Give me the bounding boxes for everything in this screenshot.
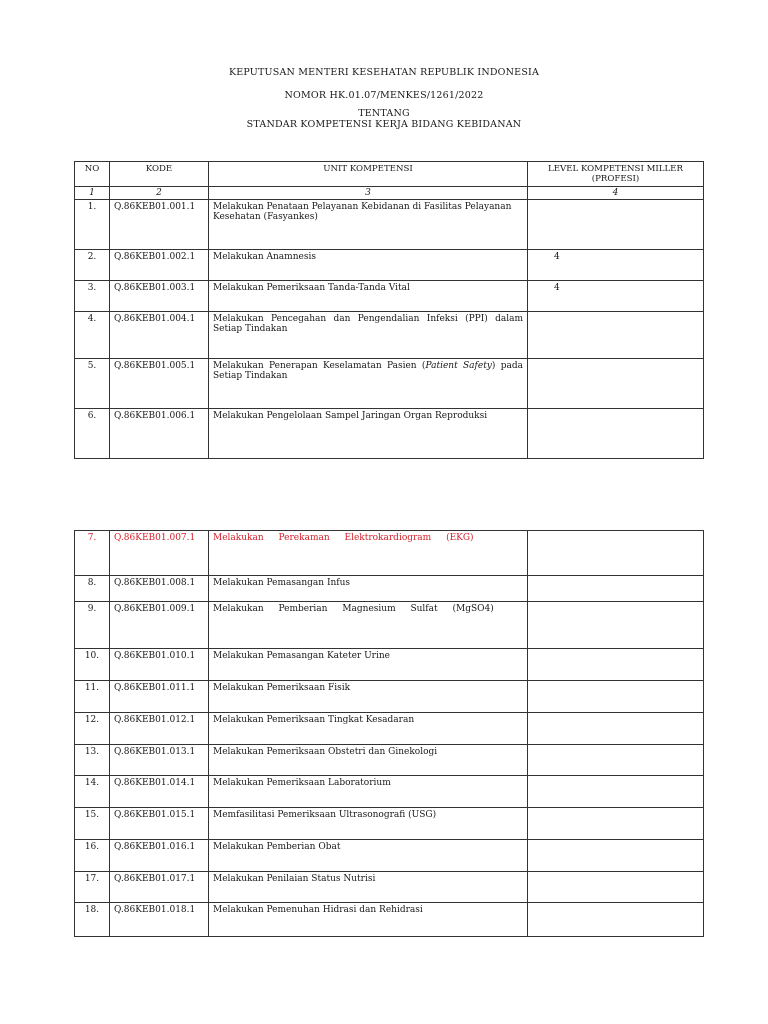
row-kode: Q.86KEB01.018.1 (110, 903, 209, 937)
row-unit: Melakukan Pemeriksaan Obstetri dan Ginekologi (209, 745, 528, 776)
row-unit: Melakukan Pencegahan dan Pengendalian Infeksi (PPI) dalam Setiap Tindakan (209, 312, 528, 359)
decree-about: TENTANG (358, 108, 410, 119)
row-no: 17. (75, 872, 110, 903)
table-row (75, 808, 704, 840)
row-kode: Q.86KEB01.011.1 (110, 681, 209, 713)
row-kode: Q.86KEB01.015.1 (110, 808, 209, 840)
row-kode: Q.86KEB01.005.1 (110, 359, 209, 409)
row-no: 2. (75, 250, 110, 281)
row-unit: Melakukan Pemberian Magnesium Sulfat (MgSO4) (209, 602, 528, 649)
column-header-unit: UNIT KOMPETENSI (209, 162, 528, 187)
index-row (75, 187, 704, 200)
row-kode: Q.86KEB01.016.1 (110, 840, 209, 872)
row-level (528, 531, 704, 576)
row-no: 16. (75, 840, 110, 872)
row-level (528, 713, 704, 745)
row-unit-text: ) pada Setiap Tindakan (213, 361, 523, 381)
row-level (528, 602, 704, 649)
table-row (75, 713, 704, 745)
row-kode: Q.86KEB01.010.1 (110, 649, 209, 681)
table-row (75, 281, 704, 312)
table-row (75, 649, 704, 681)
row-unit: Melakukan Pemenuhan Hidrasi dan Rehidrasi (209, 903, 528, 937)
row-unit: Memfasilitasi Pemeriksaan Ultrasonografi (USG) (209, 808, 528, 840)
row-unit: Melakukan Pemeriksaan Fisik (209, 681, 528, 713)
row-kode: Q.86KEB01.007.1 (110, 531, 209, 576)
row-no: 5. (75, 359, 110, 409)
row-level: 4 (528, 250, 704, 281)
row-level (528, 903, 704, 937)
row-level (528, 872, 704, 903)
row-unit: Melakukan Pemberian Obat (209, 840, 528, 872)
table-row (75, 250, 704, 281)
row-level (528, 576, 704, 602)
row-level (528, 312, 704, 359)
row-kode: Q.86KEB01.009.1 (110, 602, 209, 649)
row-no: 9. (75, 602, 110, 649)
row-no: 11. (75, 681, 110, 713)
row-unit: Melakukan Pengelolaan Sampel Jaringan Organ Reproduksi (209, 409, 528, 459)
row-level (528, 649, 704, 681)
row-no: 18. (75, 903, 110, 937)
decree-title: KEPUTUSAN MENTERI KESEHATAN REPUBLIK INDONESIA (228, 67, 540, 78)
decree-subject: STANDAR KOMPETENSI KERJA BIDANG KEBIDANAN (246, 119, 522, 130)
table-row (75, 409, 704, 459)
row-unit: Melakukan Pemeriksaan Tanda-Tanda Vital (209, 281, 528, 312)
index-cell: 3 (209, 187, 528, 200)
table-row (75, 745, 704, 776)
row-level (528, 359, 704, 409)
row-unit: Melakukan Pemasangan Infus (209, 576, 528, 602)
competency-table-part-1 (74, 161, 704, 459)
row-level (528, 200, 704, 250)
row-no: 3. (75, 281, 110, 312)
row-no: 7. (75, 531, 110, 576)
row-unit: Melakukan Pemeriksaan Tingkat Kesadaran (209, 713, 528, 745)
table-row (75, 872, 704, 903)
row-level (528, 745, 704, 776)
row-kode: Q.86KEB01.003.1 (110, 281, 209, 312)
row-kode: Q.86KEB01.004.1 (110, 312, 209, 359)
table-row (75, 840, 704, 872)
row-no: 8. (75, 576, 110, 602)
row-unit: Melakukan Penataan Pelayanan Kebidanan di Fasilitas Pelayanan Kesehatan (Fasyankes) (209, 200, 528, 250)
row-no: 15. (75, 808, 110, 840)
row-kode: Q.86KEB01.017.1 (110, 872, 209, 903)
row-unit: Melakukan Perekaman Elektrokardiogram (EKG) (209, 531, 528, 576)
table-row (75, 200, 704, 250)
row-kode: Q.86KEB01.014.1 (110, 776, 209, 808)
table-row (75, 776, 704, 808)
row-no: 13. (75, 745, 110, 776)
row-no: 14. (75, 776, 110, 808)
row-no: 6. (75, 409, 110, 459)
competency-table-part-2 (74, 530, 704, 937)
row-kode: Q.86KEB01.013.1 (110, 745, 209, 776)
table-row (75, 903, 704, 937)
row-unit (209, 359, 528, 409)
index-cell: 2 (110, 187, 209, 200)
row-no: 1. (75, 200, 110, 250)
table-row (75, 312, 704, 359)
row-kode: Q.86KEB01.001.1 (110, 200, 209, 250)
row-level (528, 776, 704, 808)
row-no: 4. (75, 312, 110, 359)
column-header-kode: KODE (110, 162, 209, 187)
row-level: 4 (528, 281, 704, 312)
column-header-no: NO (75, 162, 110, 187)
row-no: 10. (75, 649, 110, 681)
row-kode: Q.86KEB01.006.1 (110, 409, 209, 459)
row-kode: Q.86KEB01.002.1 (110, 250, 209, 281)
table-row (75, 602, 704, 649)
index-cell: 1 (75, 187, 110, 200)
row-kode: Q.86KEB01.008.1 (110, 576, 209, 602)
table-header-row (75, 162, 704, 187)
decree-number: NOMOR HK.01.07/MENKES/1261/2022 (284, 90, 484, 101)
row-level (528, 840, 704, 872)
table-row (75, 681, 704, 713)
row-level (528, 681, 704, 713)
index-cell: 4 (528, 187, 704, 200)
row-unit: Melakukan Anamnesis (209, 250, 528, 281)
table-row (75, 359, 704, 409)
column-header-level: LEVEL KOMPETENSI MILLER (PROFESI) (528, 162, 704, 187)
row-level (528, 808, 704, 840)
row-no: 12. (75, 713, 110, 745)
row-unit: Melakukan Penilaian Status Nutrisi (209, 872, 528, 903)
row-level (528, 409, 704, 459)
row-unit: Melakukan Pemeriksaan Laboratorium (209, 776, 528, 808)
row-unit: Melakukan Pemasangan Kateter Urine (209, 649, 528, 681)
table-row (75, 576, 704, 602)
row-unit-text: Melakukan Penerapan Keselamatan Pasien ( (213, 361, 426, 371)
table-row (75, 531, 704, 576)
row-unit-italic: Patient Safety (425, 361, 492, 371)
row-kode: Q.86KEB01.012.1 (110, 713, 209, 745)
